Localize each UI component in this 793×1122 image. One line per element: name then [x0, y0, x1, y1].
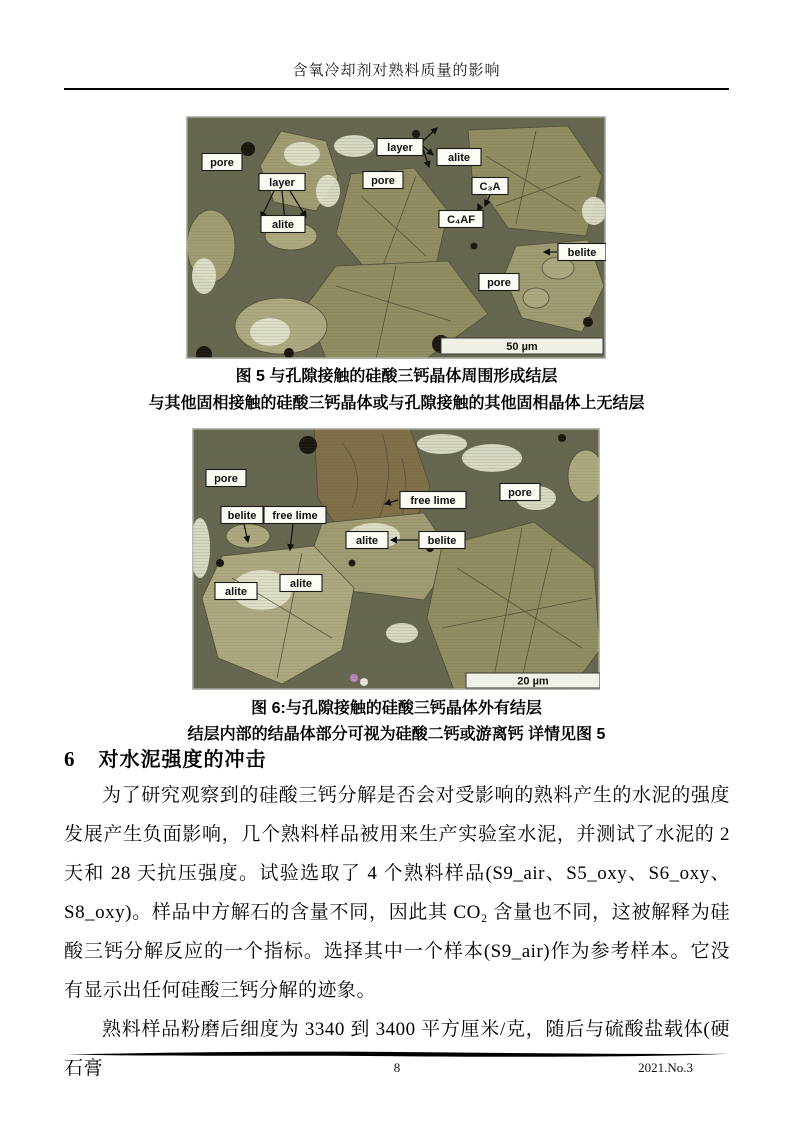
figure5-label-pore-2 [363, 172, 403, 189]
figure5-label-alite-1 [261, 216, 305, 233]
figure6-label-belite-2 [419, 532, 465, 549]
svg-text:pore: pore [214, 473, 238, 485]
issue-label: 2021.No.3 [638, 1060, 693, 1075]
header-rule [64, 88, 729, 90]
section-heading [64, 743, 267, 772]
figure5-caption-line2: 与其他固相接触的硅酸三钙晶体或与孔隙接触的其他固相晶体上无结层 [148, 395, 645, 412]
svg-text:belite: belite [227, 510, 257, 522]
figure5-label-belite [558, 244, 606, 261]
figure6-label-alite-1 [346, 532, 388, 549]
figure5-label-pore-1 [202, 154, 242, 171]
svg-text:pore: pore [371, 175, 395, 187]
svg-text:alite: alite [224, 586, 248, 598]
paragraph-1: 为了研究观察到的硅酸三钙分解是否会对受影响的熟料产生的水泥的强度发展产生负面影响，几个熟料样品被用来生产实验室水泥，并测试了水泥的 2 天和 28 天抗压强度。试验选取了 4 个熟料样品(S9_air、S5_oxy、S6_oxy、S8_oxy)。样品中方解石的含量不同，因此其 CO₂ 含量也不同，这被解释为硅酸三钙分解反应的一个指标。选择其中一个样本(S9_air)作为参考样本。它没有显示出任何硅酸三钙分解的迹象。 [64, 785, 730, 1001]
figure5-label-pore-3 [479, 274, 519, 291]
footer-rule-bar [64, 1050, 730, 1058]
figure6-caption-line2: 结层内部的结晶体部分可视为硅酸二钙或游离钙 详情见图 5 [187, 726, 606, 743]
section-title: 对水泥强度的冲击 [98, 749, 267, 771]
figure6-caption-line1: 图 6:与孔隙接触的硅酸三钙晶体外有结层 [251, 700, 542, 717]
figure6-label-freelime-2 [400, 492, 466, 509]
svg-text:C₄AF: C₄AF [447, 214, 475, 226]
figure6-label-pore-1 [206, 470, 246, 487]
svg-text:alite: alite [289, 578, 313, 590]
svg-text:20 µm: 20 µm [517, 675, 549, 688]
figure6-label-freelime-1 [264, 507, 326, 524]
svg-text:free lime: free lime [410, 495, 456, 507]
figure5-label-c3a [472, 178, 508, 195]
svg-text:pore: pore [487, 277, 511, 289]
figure6-label-belite-1 [221, 507, 263, 524]
section-number: 6 [64, 747, 75, 771]
svg-text:50 µm: 50 µm [506, 341, 538, 353]
svg-text:alite: alite [355, 535, 379, 547]
svg-text:layer: layer [269, 177, 295, 189]
paragraph-2: 熟料样品粉磨后细度为 3340 到 3400 平方厘米/克，随后与硫酸盐载体(硬石膏 [64, 1019, 730, 1079]
svg-text:belite: belite [427, 535, 457, 547]
figure6-label-pore-2 [500, 484, 540, 501]
figure6-scale-bar [466, 673, 600, 688]
running-head-title: 含氧冷却剂对熟料质量的影响 [292, 63, 501, 79]
figure5-micrograph [186, 116, 606, 359]
svg-text:alite: alite [271, 219, 295, 231]
figure6-label-alite-3 [280, 575, 322, 592]
svg-text:free lime: free lime [272, 510, 318, 522]
body-text [64, 776, 730, 1088]
figure5-label-alite-2 [437, 149, 481, 166]
svg-text:pore: pore [508, 487, 532, 499]
figure5-caption-line1: 图 5 与孔隙接触的硅酸三钙晶体周围形成结层 [235, 368, 558, 385]
figure5-scale-bar [441, 338, 603, 354]
svg-text:pore: pore [210, 157, 234, 169]
page-number: 8 [393, 1060, 401, 1075]
figure6-micrograph [192, 428, 600, 690]
svg-text:belite: belite [567, 247, 597, 259]
svg-text:C₃A: C₃A [479, 181, 501, 193]
svg-text:layer: layer [387, 142, 413, 154]
figure5-label-layer-2 [377, 139, 423, 156]
figure5-label-c4af [439, 211, 483, 228]
svg-text:alite: alite [447, 152, 471, 164]
figure6-label-alite-2 [215, 583, 257, 600]
figure5-label-layer-1 [259, 174, 305, 191]
